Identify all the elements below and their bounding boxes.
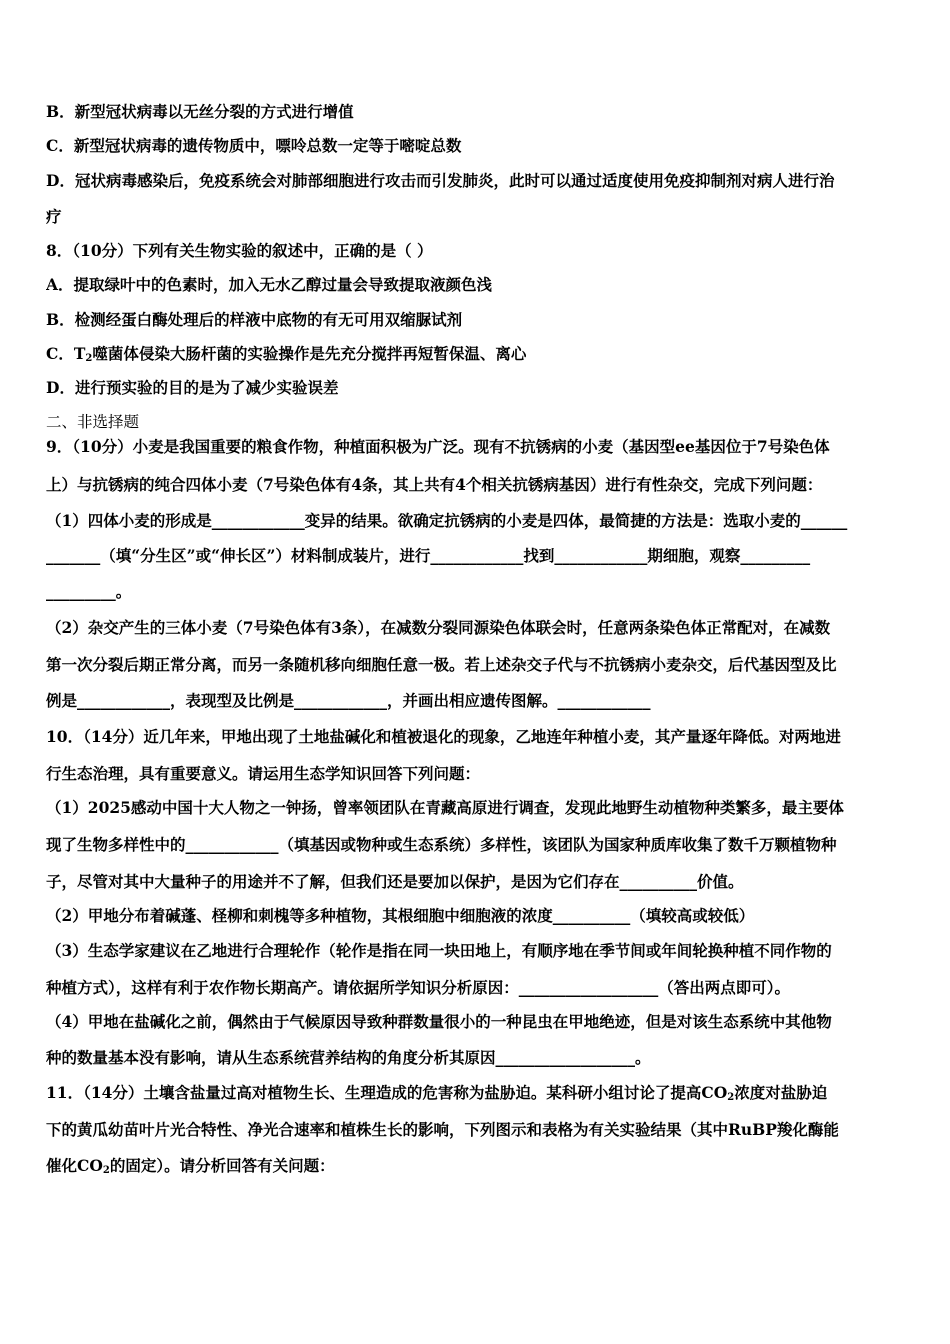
question-10-part1-cont <box>46 835 906 855</box>
line-text: （3）生态学家建议在乙地进行合理轮作（轮作是指在同一块田地上，有顺序地在季节间或年间轮换种植不同作物的 <box>46 941 832 960</box>
line-text: 11．（14分）土壤含盐量过高对植物生长、生理造成的危害称为盐胁迫。某科研小组讨论了提高CO <box>46 1083 728 1102</box>
line-text: （2）杂交产生的三体小麦（7号染色体有3条），在减数分裂同源染色体联会时，任意两条染色体正常配对，在减数 <box>46 618 831 637</box>
question-10-part4-cont <box>46 1048 906 1068</box>
line-text: 噬菌体侵染大肠杆菌的实验操作是先充分搅拌再短暂保温、离心 <box>92 344 527 363</box>
line-text: 现了生物多样性中的____________（填基因或物种或生态系统）多样性，该团队为国家种质库收集了数千万颗植物种 <box>46 835 837 854</box>
option-b-q8 <box>46 310 906 330</box>
question-9-stem-cont <box>46 475 906 495</box>
line-text: （2）甲地分布着碱蓬、柽柳和刺槐等多种植物，其根细胞中细胞液的浓度__________（填较高或较低） <box>46 906 755 925</box>
question-10-part2 <box>46 906 906 926</box>
line-text: 疗 <box>46 207 62 226</box>
line-text: 第一次分裂后期正常分离，而另一条随机移向细胞任意一极。若上述杂交子代与不抗锈病小麦杂交，后代基因型及比 <box>46 655 837 674</box>
question-11-stem <box>46 1083 906 1103</box>
question-9-part1-end <box>46 582 906 602</box>
question-9-part2-end <box>46 691 906 711</box>
option-c-q8 <box>46 344 906 364</box>
option-d-q7-cont <box>46 207 906 227</box>
option-d-q7 <box>46 171 906 191</box>
line-text: _______（填“分生区”或“伸长区”）材料制成装片，进行____________找到____________期细胞，观察_________ <box>46 546 811 565</box>
question-10-part3-cont <box>46 978 906 998</box>
question-8-stem <box>46 241 906 261</box>
line-text: 下的黄瓜幼苗叶片光合特性、净光合速率和植株生长的影响，下列图示和表格为有关实验结果（其中RuBP羧化酶能 <box>46 1120 839 1139</box>
line-text: 上）与抗锈病的纯合四体小麦（7号染色体有4条，其上共有4个相关抗锈病基因）进行有性杂交，完成下列问题： <box>46 475 823 494</box>
line-text: 种植方式），这样有利于农作物长期高产。请依据所学知识分析原因：__________________（答出两点即可）。 <box>46 978 791 997</box>
line-text: 二、非选择题 <box>46 413 140 431</box>
question-9-part1 <box>46 511 906 531</box>
question-10-part4 <box>46 1012 906 1032</box>
line-text: 8．（10分）下列有关生物实验的叙述中，正确的是（ ） <box>46 241 433 260</box>
line-text: A．提取绿叶中的色素时，加入无水乙醇过量会导致提取液颜色浅 <box>46 275 493 294</box>
subscript: 2 <box>102 1165 110 1176</box>
line-text: 浓度对盐胁迫 <box>734 1083 828 1102</box>
line-text: （4）甲地在盐碱化之前，偶然由于气候原因导致种群数量很小的一种昆虫在甲地绝迹，但是对该生态系统中其他物 <box>46 1012 832 1031</box>
line-text: 的固定）。请分析回答有关问题： <box>109 1156 335 1175</box>
question-10-stem <box>46 727 906 747</box>
subscript: 2 <box>85 353 93 364</box>
line-text: D．进行预实验的目的是为了减少实验误差 <box>46 378 339 397</box>
option-b-q7 <box>46 102 906 122</box>
question-9-part2 <box>46 618 906 638</box>
line-text: B．新型冠状病毒以无丝分裂的方式进行增值 <box>46 102 354 121</box>
question-9-part2-cont <box>46 655 906 675</box>
option-c-q7 <box>46 136 906 156</box>
question-11-stem-cont <box>46 1120 906 1140</box>
option-d-q8 <box>46 378 906 398</box>
question-11-stem-end <box>46 1156 906 1176</box>
line-text: C．T <box>46 344 86 363</box>
line-text: 行生态治理，具有重要意义。请运用生态学知识回答下列问题： <box>46 764 481 783</box>
line-text: D．冠状病毒感染后，免疫系统会对肺部细胞进行攻击而引发肺炎，此时可以通过适度使用免疫抑制剂对病人进行治 <box>46 171 835 190</box>
line-text: 种的数量基本没有影响，请从生态系统营养结构的角度分析其原因__________________。 <box>46 1048 651 1067</box>
option-a-q8 <box>46 275 906 295</box>
line-text: 子，尽管对其中大量种子的用途并不了解，但我们还是要加以保护，是因为它们存在__________价值。 <box>46 872 744 891</box>
line-text: _________。 <box>46 582 132 601</box>
section-heading <box>46 412 906 432</box>
subscript: 2 <box>727 1092 735 1103</box>
line-text: B．检测经蛋白酶处理后的样液中底物的有无可用双缩脲试剂 <box>46 310 463 329</box>
line-text: C．新型冠状病毒的遗传物质中，嘌呤总数一定等于嘧啶总数 <box>46 136 462 155</box>
line-text: 9．（10分）小麦是我国重要的粮食作物，种植面积极为广泛。现有不抗锈病的小麦（基因型ee基因位于7号染色体 <box>46 437 830 456</box>
line-text: 催化CO <box>46 1156 103 1175</box>
question-9-part1-cont <box>46 546 906 566</box>
question-9-stem <box>46 437 906 457</box>
line-text: （1）四体小麦的形成是____________变异的结果。欲确定抗锈病的小麦是四体，最简捷的方法是：选取小麦的______ <box>46 511 848 530</box>
question-10-part1-end <box>46 872 906 892</box>
line-text: （1）2025感动中国十大人物之一钟扬，曾率领团队在青藏高原进行调查，发现此地野生动植物种类繁多，最主要体 <box>46 798 844 817</box>
line-text: 10．（14分）近几年来，甲地出现了土地盐碱化和植被退化的现象，乙地连年种植小麦，其产量逐年降低。对两地进 <box>46 727 841 746</box>
question-10-stem-cont <box>46 764 906 784</box>
question-10-part3 <box>46 941 906 961</box>
question-10-part1 <box>46 798 906 818</box>
line-text: 例是____________，表现型及比例是____________，并画出相应遗传图解。____________ <box>46 691 651 710</box>
